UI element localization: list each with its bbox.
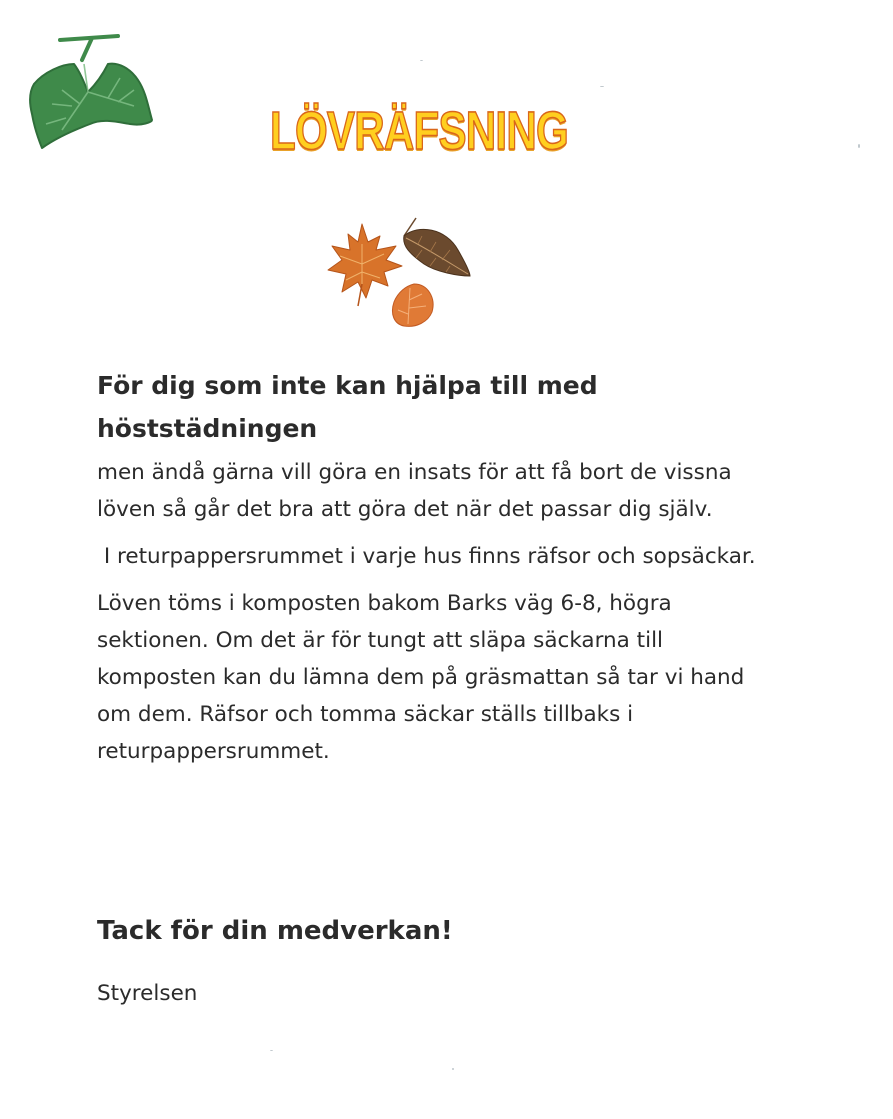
page-title: LÖVRÄFSNING: [270, 101, 568, 161]
autumn-leaves-icon: [318, 214, 478, 334]
paragraph-line: Löven töms i komposten bakom Barks väg 6-8, högra: [97, 591, 672, 616]
intro-heading-line: För dig som inte kan hjälpa till med: [97, 371, 598, 400]
paragraph-line: I returpappersrummet i varje hus finns räfsor och sopsäckar.: [97, 544, 756, 569]
paragraph-line: om dem. Räfsor och tomma säckar ställs tillbaks i: [97, 702, 634, 727]
scan-speck: [452, 1068, 454, 1070]
paragraph-line: komposten kan du lämna dem på gräsmattan så tar vi hand: [97, 665, 745, 690]
scan-speck: [420, 60, 423, 61]
scan-speck: [270, 1050, 273, 1051]
paragraph-2: [97, 538, 867, 575]
scan-speck: [858, 144, 860, 148]
paragraph-line: returpappersrummet.: [97, 739, 330, 764]
paragraph-3: [97, 585, 867, 770]
paragraph-1: [97, 454, 867, 528]
paragraph-line: löven så går det bra att göra det när det passar dig själv.: [97, 497, 713, 522]
intro-heading-line: höststädningen: [97, 414, 318, 443]
signature: Styrelsen: [97, 981, 198, 1006]
thanks-heading: Tack för din medverkan!: [97, 916, 453, 946]
intro-heading: [97, 364, 867, 450]
green-birch-leaf-icon: [22, 34, 162, 152]
letter-body: [97, 364, 867, 770]
scan-speck: [600, 86, 604, 87]
paragraph-line: sektionen. Om det är för tungt att släpa säckarna till: [97, 628, 664, 653]
paragraph-line: men ändå gärna vill göra en insats för att få bort de vissna: [97, 460, 732, 485]
